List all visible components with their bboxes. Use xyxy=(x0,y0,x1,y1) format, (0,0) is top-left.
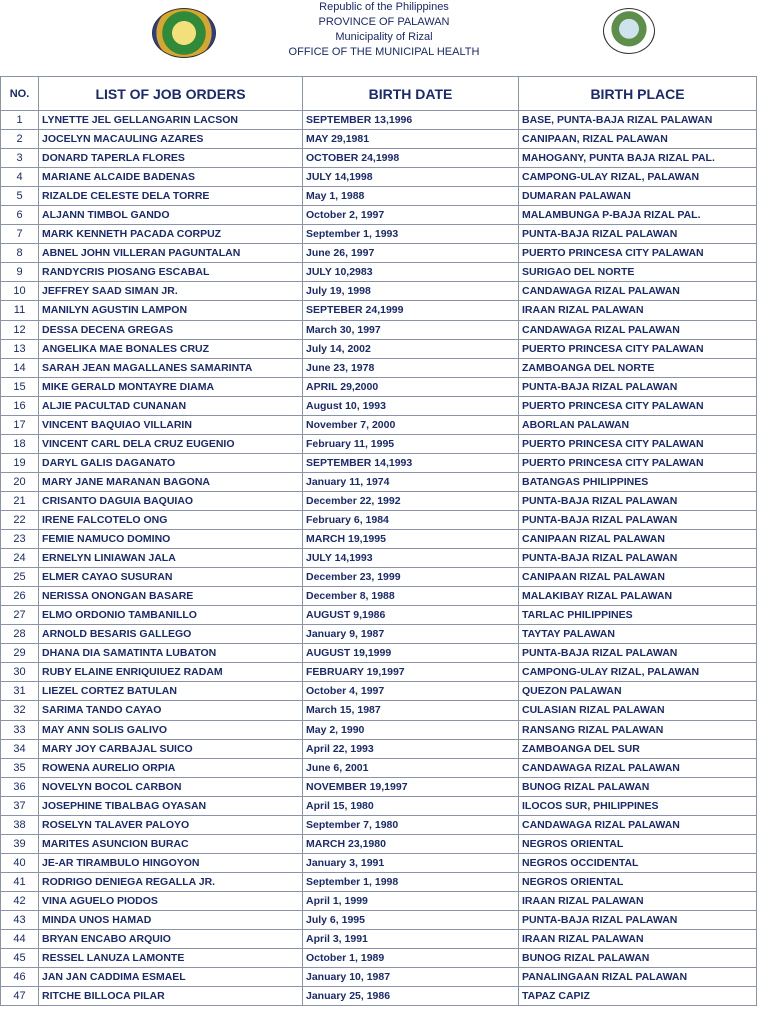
row-birth-date: February 11, 1995 xyxy=(303,434,519,453)
row-number: 9 xyxy=(1,263,39,282)
row-birth-place: BATANGAS PHILIPPINES xyxy=(519,472,757,491)
row-birth-date: January 11, 1974 xyxy=(303,472,519,491)
row-number: 45 xyxy=(1,949,39,968)
row-number: 1 xyxy=(1,111,39,130)
table-row xyxy=(1,834,757,853)
row-birth-date: MARCH 23,1980 xyxy=(303,834,519,853)
row-birth-date: July 6, 1995 xyxy=(303,910,519,929)
row-number: 2 xyxy=(1,130,39,149)
row-birth-place: SURIGAO DEL NORTE xyxy=(519,263,757,282)
row-birth-date: January 3, 1991 xyxy=(303,853,519,872)
table-row xyxy=(1,682,757,701)
row-number: 37 xyxy=(1,796,39,815)
row-birth-date: September 7, 1980 xyxy=(303,815,519,834)
row-birth-place: BASE, PUNTA-BAJA RIZAL PALAWAN xyxy=(519,111,757,130)
row-name: JOCELYN MACAULING AZARES xyxy=(39,130,303,149)
row-number: 31 xyxy=(1,682,39,701)
row-name: LIEZEL CORTEZ BATULAN xyxy=(39,682,303,701)
row-birth-date: October 2, 1997 xyxy=(303,206,519,225)
table-row xyxy=(1,301,757,320)
row-birth-date: May 1, 1988 xyxy=(303,187,519,206)
table-row xyxy=(1,872,757,891)
row-number: 29 xyxy=(1,644,39,663)
row-name: JAN JAN CADDIMA ESMAEL xyxy=(39,968,303,987)
row-birth-date: October 1, 1989 xyxy=(303,949,519,968)
table-row xyxy=(1,739,757,758)
table-row xyxy=(1,111,757,130)
row-number: 12 xyxy=(1,320,39,339)
row-birth-place: PUNTA-BAJA RIZAL PALAWAN xyxy=(519,510,757,529)
table-row xyxy=(1,225,757,244)
row-birth-date: NOVEMBER 19,1997 xyxy=(303,777,519,796)
row-birth-date: April 1, 1999 xyxy=(303,891,519,910)
row-name: CRISANTO DAGUIA BAQUIAO xyxy=(39,491,303,510)
row-name: RUBY ELAINE ENRIQUIUEZ RADAM xyxy=(39,663,303,682)
table-row xyxy=(1,282,757,301)
header-line-municipality: Municipality of Rizal xyxy=(335,31,433,43)
table-row xyxy=(1,663,757,682)
row-birth-date: AUGUST 19,1999 xyxy=(303,644,519,663)
row-name: LYNETTE JEL GELLANGARIN LACSON xyxy=(39,111,303,130)
row-birth-date: April 15, 1980 xyxy=(303,796,519,815)
row-birth-date: September 1, 1993 xyxy=(303,225,519,244)
row-birth-place: IRAAN RIZAL PALAWAN xyxy=(519,301,757,320)
row-name: RIZALDE CELESTE DELA TORRE xyxy=(39,187,303,206)
table-row xyxy=(1,396,757,415)
row-name: RESSEL LANUZA LAMONTE xyxy=(39,949,303,968)
column-header-name: LIST OF JOB ORDERS xyxy=(39,77,303,111)
row-number: 15 xyxy=(1,377,39,396)
table-row xyxy=(1,339,757,358)
row-birth-place: PUNTA-BAJA RIZAL PALAWAN xyxy=(519,377,757,396)
row-number: 38 xyxy=(1,815,39,834)
row-birth-date: January 9, 1987 xyxy=(303,625,519,644)
table-row xyxy=(1,149,757,168)
table-row xyxy=(1,910,757,929)
row-birth-place: PUERTO PRINCESA CITY PALAWAN xyxy=(519,434,757,453)
row-name: MARY JOY CARBAJAL SUICO xyxy=(39,739,303,758)
row-name: RODRIGO DENIEGA REGALLA JR. xyxy=(39,872,303,891)
row-name: VINCENT CARL DELA CRUZ EUGENIO xyxy=(39,434,303,453)
row-birth-date: MAY 29,1981 xyxy=(303,130,519,149)
row-name: MIKE GERALD MONTAYRE DIAMA xyxy=(39,377,303,396)
row-birth-place: BUNOG RIZAL PALAWAN xyxy=(519,777,757,796)
row-name: DHANA DIA SAMATINTA LUBATON xyxy=(39,644,303,663)
table-row xyxy=(1,263,757,282)
row-number: 27 xyxy=(1,606,39,625)
row-birth-place: NEGROS ORIENTAL xyxy=(519,872,757,891)
row-number: 34 xyxy=(1,739,39,758)
row-birth-place: MALAMBUNGA P-BAJA RIZAL PAL. xyxy=(519,206,757,225)
row-birth-date: June 23, 1978 xyxy=(303,358,519,377)
row-name: MARY JANE MARANAN BAGONA xyxy=(39,472,303,491)
row-birth-date: May 2, 1990 xyxy=(303,720,519,739)
row-birth-date: January 25, 1986 xyxy=(303,987,519,1006)
row-number: 7 xyxy=(1,225,39,244)
table-row xyxy=(1,130,757,149)
table-row xyxy=(1,930,757,949)
row-number: 39 xyxy=(1,834,39,853)
row-name: MANILYN AGUSTIN LAMPON xyxy=(39,301,303,320)
row-birth-place: TARLAC PHILIPPINES xyxy=(519,606,757,625)
table-row xyxy=(1,377,757,396)
row-name: ERNELYN LINIAWAN JALA xyxy=(39,549,303,568)
table-row xyxy=(1,510,757,529)
row-name: ALJIE PACULTAD CUNANAN xyxy=(39,396,303,415)
table-row xyxy=(1,987,757,1006)
row-birth-date: December 22, 1992 xyxy=(303,491,519,510)
row-birth-place: ILOCOS SUR, PHILIPPINES xyxy=(519,796,757,815)
row-number: 16 xyxy=(1,396,39,415)
row-number: 18 xyxy=(1,434,39,453)
row-birth-place: QUEZON PALAWAN xyxy=(519,682,757,701)
table-row xyxy=(1,206,757,225)
table-row xyxy=(1,949,757,968)
row-birth-place: TAPAZ CAPIZ xyxy=(519,987,757,1006)
row-birth-place: CULASIAN RIZAL PALAWAN xyxy=(519,701,757,720)
row-birth-date: June 26, 1997 xyxy=(303,244,519,263)
row-birth-date: OCTOBER 24,1998 xyxy=(303,149,519,168)
row-name: SARIMA TANDO CAYAO xyxy=(39,701,303,720)
column-header-birth-place: BIRTH PLACE xyxy=(519,77,757,111)
table-row xyxy=(1,796,757,815)
row-name: DONARD TAPERLA FLORES xyxy=(39,149,303,168)
row-birth-date: November 7, 2000 xyxy=(303,415,519,434)
row-birth-place: IRAAN RIZAL PALAWAN xyxy=(519,891,757,910)
row-birth-place: PUNTA-BAJA RIZAL PALAWAN xyxy=(519,549,757,568)
row-birth-date: April 3, 1991 xyxy=(303,930,519,949)
row-name: NERISSA ONONGAN BASARE xyxy=(39,587,303,606)
row-birth-place: CANIPAAN RIZAL PALAWAN xyxy=(519,568,757,587)
row-number: 20 xyxy=(1,472,39,491)
row-name: IRENE FALCOTELO ONG xyxy=(39,510,303,529)
row-birth-date: January 10, 1987 xyxy=(303,968,519,987)
row-number: 26 xyxy=(1,587,39,606)
row-name: MINDA UNOS HAMAD xyxy=(39,910,303,929)
row-birth-date: SEPTEMBER 13,1996 xyxy=(303,111,519,130)
row-number: 41 xyxy=(1,872,39,891)
row-name: ARNOLD BESARIS GALLEGO xyxy=(39,625,303,644)
row-name: FEMIE NAMUCO DOMINO xyxy=(39,530,303,549)
row-name: RANDYCRIS PIOSANG ESCABAL xyxy=(39,263,303,282)
row-birth-place: PUERTO PRINCESA CITY PALAWAN xyxy=(519,339,757,358)
row-name: ALJANN TIMBOL GANDO xyxy=(39,206,303,225)
row-name: ROSELYN TALAVER PALOYO xyxy=(39,815,303,834)
job-orders-table xyxy=(0,76,757,1006)
table-row xyxy=(1,244,757,263)
row-birth-date: JULY 14,1993 xyxy=(303,549,519,568)
row-number: 43 xyxy=(1,910,39,929)
row-birth-date: June 6, 2001 xyxy=(303,758,519,777)
row-number: 8 xyxy=(1,244,39,263)
row-number: 17 xyxy=(1,415,39,434)
row-birth-place: RANSANG RIZAL PALAWAN xyxy=(519,720,757,739)
row-birth-date: July 14, 2002 xyxy=(303,339,519,358)
table-row xyxy=(1,853,757,872)
row-birth-date: December 8, 1988 xyxy=(303,587,519,606)
table-row xyxy=(1,530,757,549)
row-birth-place: IRAAN RIZAL PALAWAN xyxy=(519,930,757,949)
row-birth-date: April 22, 1993 xyxy=(303,739,519,758)
row-birth-place: BUNOG RIZAL PALAWAN xyxy=(519,949,757,968)
row-number: 40 xyxy=(1,853,39,872)
row-birth-place: CANIPAAN, RIZAL PALAWAN xyxy=(519,130,757,149)
row-name: MARITES ASUNCION BURAC xyxy=(39,834,303,853)
row-number: 22 xyxy=(1,510,39,529)
row-name: ELMO ORDONIO TAMBANILLO xyxy=(39,606,303,625)
row-name: ELMER CAYAO SUSURAN xyxy=(39,568,303,587)
row-number: 42 xyxy=(1,891,39,910)
table-row xyxy=(1,587,757,606)
column-header-no: NO. xyxy=(1,77,39,111)
row-number: 46 xyxy=(1,968,39,987)
row-birth-place: CANDAWAGA RIZAL PALAWAN xyxy=(519,758,757,777)
table-row xyxy=(1,472,757,491)
row-name: JEFFREY SAAD SIMAN JR. xyxy=(39,282,303,301)
row-birth-place: PUERTO PRINCESA CITY PALAWAN xyxy=(519,396,757,415)
table-row xyxy=(1,415,757,434)
row-birth-date: MARCH 19,1995 xyxy=(303,530,519,549)
table-row xyxy=(1,453,757,472)
table-row xyxy=(1,168,757,187)
row-number: 44 xyxy=(1,930,39,949)
row-birth-place: CANDAWAGA RIZAL PALAWAN xyxy=(519,320,757,339)
row-birth-date: AUGUST 9,1986 xyxy=(303,606,519,625)
row-number: 47 xyxy=(1,987,39,1006)
row-birth-place: PUNTA-BAJA RIZAL PALAWAN xyxy=(519,910,757,929)
table-row xyxy=(1,644,757,663)
row-name: MARIANE ALCAIDE BADENAS xyxy=(39,168,303,187)
row-name: VINA AGUELO PIODOS xyxy=(39,891,303,910)
row-number: 36 xyxy=(1,777,39,796)
row-birth-date: December 23, 1999 xyxy=(303,568,519,587)
row-birth-place: DUMARAN PALAWAN xyxy=(519,187,757,206)
row-birth-place: CAMPONG-ULAY RIZAL, PALAWAN xyxy=(519,663,757,682)
row-number: 30 xyxy=(1,663,39,682)
row-number: 3 xyxy=(1,149,39,168)
row-birth-place: NEGROS OCCIDENTAL xyxy=(519,853,757,872)
row-name: SARAH JEAN MAGALLANES SAMARINTA xyxy=(39,358,303,377)
row-number: 19 xyxy=(1,453,39,472)
row-birth-date: JULY 14,1998 xyxy=(303,168,519,187)
row-birth-place: PUNTA-BAJA RIZAL PALAWAN xyxy=(519,491,757,510)
table-row xyxy=(1,434,757,453)
row-number: 35 xyxy=(1,758,39,777)
row-name: ANGELIKA MAE BONALES CRUZ xyxy=(39,339,303,358)
row-birth-place: ZAMBOANGA DEL NORTE xyxy=(519,358,757,377)
table-row xyxy=(1,758,757,777)
row-name: RITCHE BILLOCA PILAR xyxy=(39,987,303,1006)
table-row xyxy=(1,568,757,587)
row-birth-place: ABORLAN PALAWAN xyxy=(519,415,757,434)
row-number: 11 xyxy=(1,301,39,320)
row-number: 25 xyxy=(1,568,39,587)
header-line-province: PROVINCE OF PALAWAN xyxy=(318,16,450,28)
row-birth-place: CANDAWAGA RIZAL PALAWAN xyxy=(519,282,757,301)
row-name: JE-AR TIRAMBULO HINGOYON xyxy=(39,853,303,872)
table-row xyxy=(1,891,757,910)
table-row xyxy=(1,777,757,796)
row-birth-date: SEPTEMBER 14,1993 xyxy=(303,453,519,472)
row-birth-place: NEGROS ORIENTAL xyxy=(519,834,757,853)
row-birth-date: March 15, 1987 xyxy=(303,701,519,720)
row-name: BRYAN ENCABO ARQUIO xyxy=(39,930,303,949)
table-row xyxy=(1,701,757,720)
row-birth-place: PUERTO PRINCESA CITY PALAWAN xyxy=(519,453,757,472)
row-birth-place: TAYTAY PALAWAN xyxy=(519,625,757,644)
row-name: NOVELYN BOCOL CARBON xyxy=(39,777,303,796)
row-number: 23 xyxy=(1,530,39,549)
table-row xyxy=(1,625,757,644)
row-birth-place: MAHOGANY, PUNTA BAJA RIZAL PAL. xyxy=(519,149,757,168)
table-header-row xyxy=(1,77,757,111)
row-name: JOSEPHINE TIBALBAG OYASAN xyxy=(39,796,303,815)
row-birth-date: September 1, 1998 xyxy=(303,872,519,891)
row-number: 33 xyxy=(1,720,39,739)
row-name: DESSA DECENA GREGAS xyxy=(39,320,303,339)
row-birth-place: CAMPONG-ULAY RIZAL, PALAWAN xyxy=(519,168,757,187)
row-birth-place: PANALINGAAN RIZAL PALAWAN xyxy=(519,968,757,987)
table-row xyxy=(1,815,757,834)
row-birth-date: July 19, 1998 xyxy=(303,282,519,301)
table-row xyxy=(1,187,757,206)
row-birth-place: CANDAWAGA RIZAL PALAWAN xyxy=(519,815,757,834)
row-birth-date: APRIL 29,2000 xyxy=(303,377,519,396)
document-header xyxy=(0,0,768,76)
row-birth-place: ZAMBOANGA DEL SUR xyxy=(519,739,757,758)
row-birth-place: CANIPAAN RIZAL PALAWAN xyxy=(519,530,757,549)
row-number: 5 xyxy=(1,187,39,206)
row-number: 24 xyxy=(1,549,39,568)
column-header-birth-date: BIRTH DATE xyxy=(303,77,519,111)
table-row xyxy=(1,549,757,568)
table-row xyxy=(1,720,757,739)
row-number: 32 xyxy=(1,701,39,720)
row-number: 6 xyxy=(1,206,39,225)
row-number: 10 xyxy=(1,282,39,301)
row-birth-date: February 6, 1984 xyxy=(303,510,519,529)
row-name: VINCENT BAQUIAO VILLARIN xyxy=(39,415,303,434)
row-birth-place: PUERTO PRINCESA CITY PALAWAN xyxy=(519,244,757,263)
table-row xyxy=(1,491,757,510)
row-name: ABNEL JOHN VILLERAN PAGUNTALAN xyxy=(39,244,303,263)
row-birth-place: PUNTA-BAJA RIZAL PALAWAN xyxy=(519,644,757,663)
row-number: 4 xyxy=(1,168,39,187)
row-number: 28 xyxy=(1,625,39,644)
row-number: 13 xyxy=(1,339,39,358)
table-row xyxy=(1,358,757,377)
header-line-republic: Republic of the Philippines xyxy=(319,1,449,13)
row-name: MAY ANN SOLIS GALIVO xyxy=(39,720,303,739)
row-birth-date: March 30, 1997 xyxy=(303,320,519,339)
table-row xyxy=(1,968,757,987)
table-row xyxy=(1,606,757,625)
row-birth-place: PUNTA-BAJA RIZAL PALAWAN xyxy=(519,225,757,244)
row-birth-date: SEPTEBER 24,1999 xyxy=(303,301,519,320)
row-name: ROWENA AURELIO ORPIA xyxy=(39,758,303,777)
header-line-office: OFFICE OF THE MUNICIPAL HEALTH xyxy=(288,46,480,58)
row-birth-date: August 10, 1993 xyxy=(303,396,519,415)
row-birth-date: JULY 10,2983 xyxy=(303,263,519,282)
row-birth-date: FEBRUARY 19,1997 xyxy=(303,663,519,682)
health-office-seal-logo xyxy=(603,8,655,54)
row-name: MARK KENNETH PACADA CORPUZ xyxy=(39,225,303,244)
row-number: 14 xyxy=(1,358,39,377)
row-name: DARYL GALIS DAGANATO xyxy=(39,453,303,472)
row-birth-date: October 4, 1997 xyxy=(303,682,519,701)
table-row xyxy=(1,320,757,339)
row-birth-place: MALAKIBAY RIZAL PALAWAN xyxy=(519,587,757,606)
row-number: 21 xyxy=(1,491,39,510)
